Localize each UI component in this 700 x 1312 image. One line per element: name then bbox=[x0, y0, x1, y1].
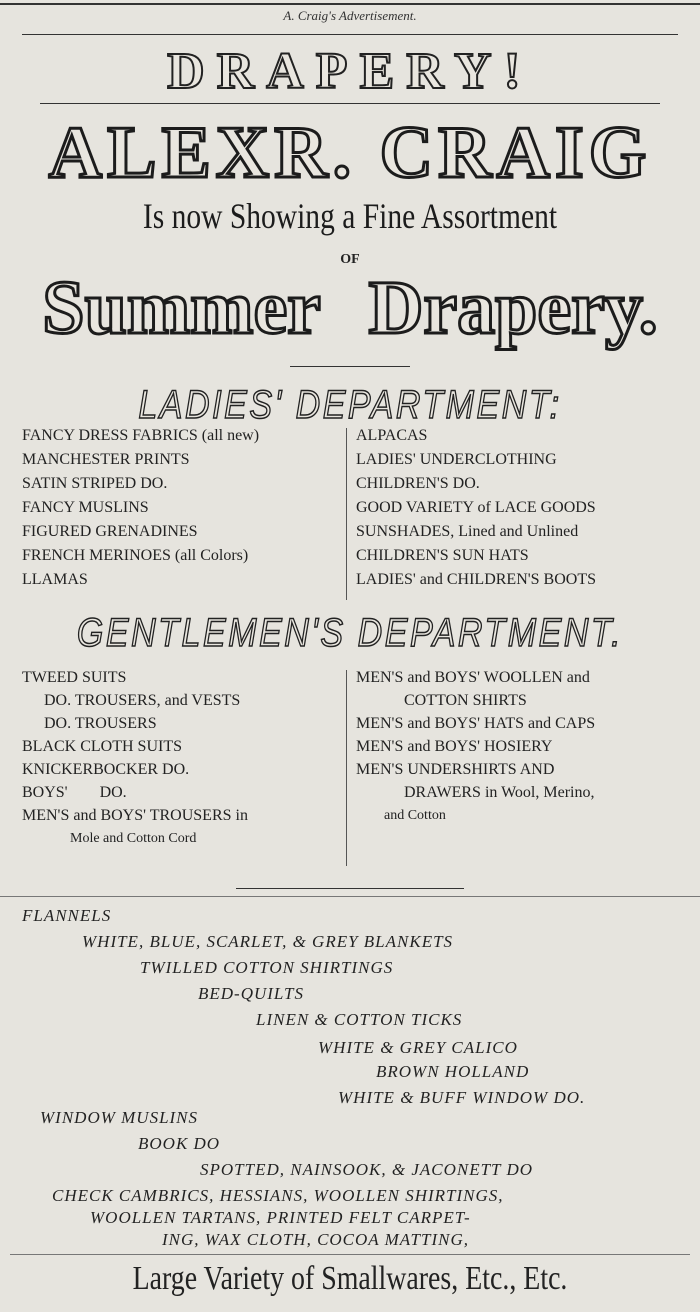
list-item: BOYS' DO. bbox=[22, 784, 127, 801]
calico-line: WHITE & GREY CALICO bbox=[318, 1038, 518, 1057]
of-word: OF bbox=[340, 252, 360, 267]
list-item: DO. TROUSERS, and VESTS bbox=[44, 692, 241, 709]
check-line: CHECK CAMBRICS, HESSIANS, WOOLLEN SHIRTINGS, bbox=[52, 1186, 504, 1205]
top-border bbox=[0, 3, 700, 5]
gentlemen-left-list bbox=[22, 666, 342, 850]
bedquilts-line: BED-QUILTS bbox=[198, 984, 304, 1003]
list-item: BLACK CLOTH SUITS bbox=[22, 738, 183, 755]
twilled-line: TWILLED COTTON SHIRTINGS bbox=[140, 958, 394, 977]
list-item: SATIN STRIPED DO. bbox=[22, 475, 168, 492]
list-item: MEN'S UNDERSHIRTS AND bbox=[356, 761, 555, 778]
list-item: FANCY DRESS FABRICS (all new) bbox=[22, 427, 260, 444]
list-item: DRAWERS in Wool, Merino, bbox=[404, 784, 595, 801]
section-rule bbox=[236, 888, 464, 889]
list-item: Mole and Cotton Cord bbox=[70, 831, 197, 846]
holland-line: BROWN HOLLAND bbox=[376, 1062, 530, 1081]
list-item: DO. TROUSERS bbox=[44, 715, 157, 732]
ladies-column-divider bbox=[346, 428, 347, 600]
merchant-name: ALEXR. CRAIG bbox=[48, 112, 652, 194]
spotted-line: SPOTTED, NAINSOOK, & JACONETT DO bbox=[200, 1160, 533, 1179]
flannels-line: FLANNELS bbox=[22, 906, 112, 925]
headline-rule bbox=[40, 103, 660, 104]
list-item: GOOD VARIETY of LACE GOODS bbox=[356, 499, 596, 516]
list-item: FRENCH MERINOES (all Colors) bbox=[22, 547, 249, 564]
closing-rule bbox=[10, 1254, 690, 1255]
gentlemen-column-divider bbox=[346, 670, 347, 866]
list-item: CHILDREN'S SUN HATS bbox=[356, 547, 529, 564]
blankets-line: WHITE, BLUE, SCARLET, & GREY BLANKETS bbox=[82, 932, 454, 951]
tartans-line: WOOLLEN TARTANS, PRINTED FELT CARPET- bbox=[90, 1208, 471, 1227]
running-head: A. Craig's Advertisement. bbox=[283, 8, 417, 23]
gentlemen-department-heading: GENTLEMEN'S DEPARTMENT. bbox=[76, 611, 624, 655]
list-item: FANCY MUSLINS bbox=[22, 499, 149, 516]
ladies-left-list bbox=[22, 424, 342, 592]
list-item: MEN'S and BOYS' TROUSERS in bbox=[22, 807, 248, 824]
list-item: FIGURED GRENADINES bbox=[22, 523, 198, 540]
headline: DRAPERY! bbox=[167, 43, 533, 100]
feature-rule bbox=[290, 366, 410, 367]
list-item: LADIES' and CHILDREN'S BOOTS bbox=[356, 571, 596, 588]
list-item: SUNSHADES, Lined and Unlined bbox=[356, 523, 579, 540]
list-item: COTTON SHIRTS bbox=[404, 692, 527, 709]
list-item: LADIES' UNDERCLOTHING bbox=[356, 451, 557, 468]
tagline: Is now Showing a Fine Assortment bbox=[142, 196, 558, 236]
book-line: BOOK DO bbox=[138, 1134, 221, 1153]
list-item: MEN'S and BOYS' WOOLLEN and bbox=[356, 669, 590, 686]
list-item: KNICKERBOCKER DO. bbox=[22, 761, 190, 778]
list-item: CHILDREN'S DO. bbox=[356, 475, 480, 492]
list-item: LLAMAS bbox=[22, 571, 88, 588]
window-do-line: WHITE & BUFF WINDOW DO. bbox=[338, 1088, 586, 1107]
ticks-line: LINEN & COTTON TICKS bbox=[256, 1010, 463, 1029]
list-item: MEN'S and BOYS' HOSIERY bbox=[356, 738, 553, 755]
section-rule-long bbox=[0, 896, 700, 897]
head-rule bbox=[22, 34, 678, 35]
ladies-department-heading: LADIES' DEPARTMENT: bbox=[138, 383, 562, 427]
list-item: MANCHESTER PRINTS bbox=[22, 451, 190, 468]
list-item: ALPACAS bbox=[356, 427, 428, 444]
feature-title: Summer Drapery. bbox=[42, 266, 658, 350]
matting-line: ING, WAX CLOTH, COCOA MATTING, bbox=[162, 1230, 469, 1249]
gentlemen-right-list bbox=[356, 666, 696, 827]
list-item: MEN'S and BOYS' HATS and CAPS bbox=[356, 715, 596, 732]
window-muslins-line: WINDOW MUSLINS bbox=[40, 1108, 199, 1127]
list-item: and Cotton bbox=[384, 808, 446, 823]
ladies-right-list bbox=[356, 424, 696, 592]
list-item: TWEED SUITS bbox=[22, 669, 127, 686]
closing-line: Large Variety of Smallwares, Etc., Etc. bbox=[132, 1260, 568, 1297]
